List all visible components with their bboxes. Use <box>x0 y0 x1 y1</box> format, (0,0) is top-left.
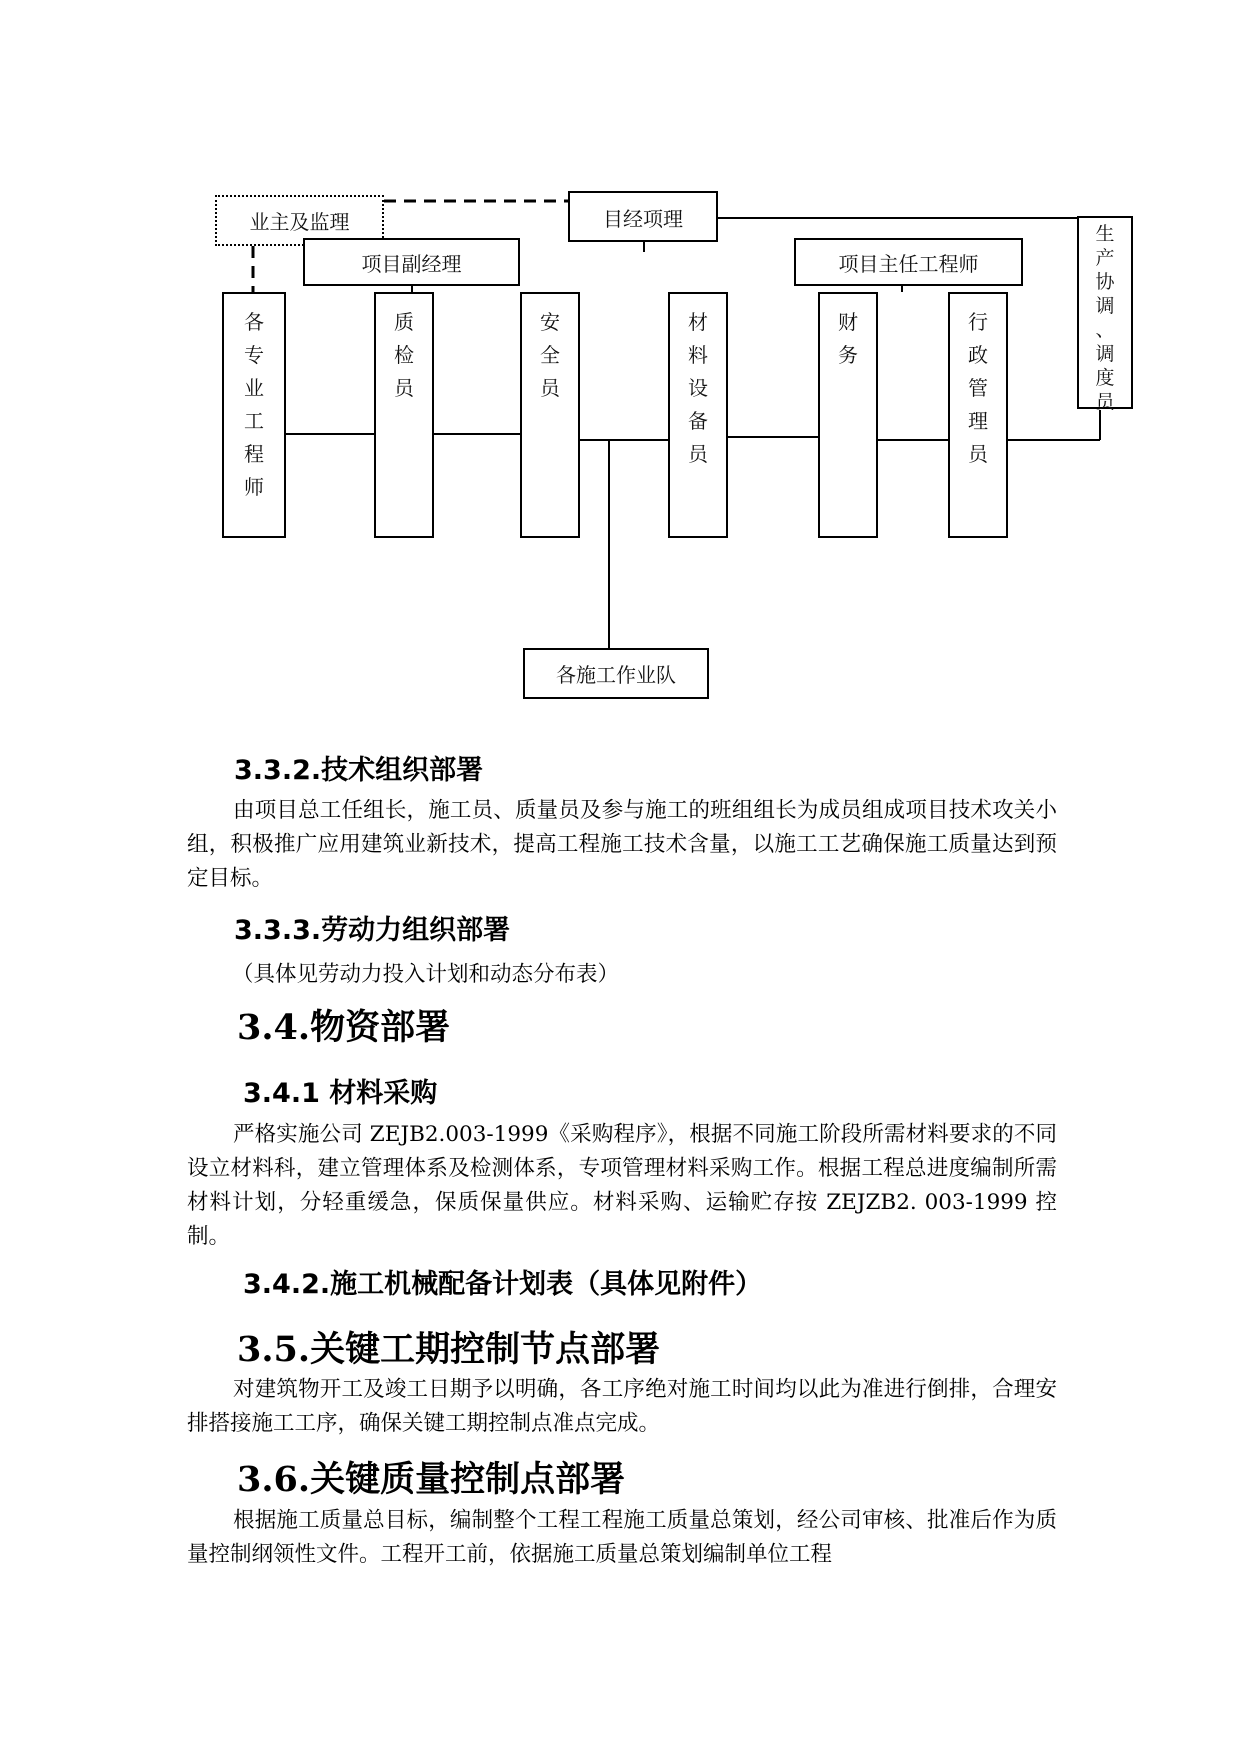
role-char: 员 <box>968 442 988 466</box>
heading-3-4-1: 3.4.1 材料采购 <box>243 1078 438 1109</box>
heading-3-6: 3.6.关键质量控制点部署 <box>237 1459 626 1500</box>
deputy-manager-label: 项目副经理 <box>361 251 462 276</box>
role-box-materials-officer <box>668 292 728 538</box>
role-char: 行 <box>968 310 988 334</box>
role-char: 各 <box>244 310 264 334</box>
role-box-admin <box>948 292 1008 538</box>
heading-3-4: 3.4.物资部署 <box>237 1007 451 1048</box>
coordinator-char: 协 <box>1095 271 1115 293</box>
paragraph-3-6: 根据施工质量总目标，编制整个工程工程施工质量总策划，经公司审核、批准后作为质量控制纲领性文件。工程开工前，依据施工质量总策划编制单位工程 <box>187 1508 1057 1567</box>
client-supervisor-label: 业主及监理 <box>249 210 350 234</box>
org-chart-connectors <box>0 0 1241 720</box>
work-teams-label: 各施工作业队 <box>556 663 676 687</box>
heading-3-5: 3.5.关键工期控制节点部署 <box>237 1329 661 1370</box>
heading-3-3-3: 3.3.3.劳动力组织部署 <box>234 915 511 946</box>
paragraph-3-4-1: 严格实施公司 ZEJB2.003-1999《采购程序》，根据不同施工阶段所需材料要求的不同设立材料科，建立管理体系及检测体系，专项管理材料采购工作。根据工程总进度编制所需材料计划，分轻重缓急，保质保量供应。材料采购、运输贮存按 ZEJZB2. 003-1999 控制。 <box>187 1122 1057 1249</box>
role-char: 备 <box>688 409 708 433</box>
coordinator-char: 产 <box>1095 247 1115 269</box>
role-char: 工 <box>244 409 264 433</box>
role-char: 员 <box>540 376 560 400</box>
coordinator-char: 调 <box>1095 343 1115 365</box>
role-char: 师 <box>244 475 264 499</box>
role-box-finance <box>818 292 878 538</box>
role-box-safety-officer <box>520 292 580 538</box>
coordinator-char: 生 <box>1095 223 1115 245</box>
work-teams-box <box>523 648 709 699</box>
project-manager-label: 目经项理 <box>603 207 683 231</box>
role-char: 理 <box>968 409 988 433</box>
role-char: 安 <box>540 310 560 334</box>
role-char: 管 <box>968 376 988 400</box>
role-char: 财 <box>838 310 858 334</box>
deputy-manager-box <box>303 238 520 286</box>
coordinator-char: 度 <box>1095 367 1115 389</box>
heading-3-3-2: 3.3.2.技术组织部署 <box>234 755 484 786</box>
coordinator-char: 、 <box>1095 319 1115 341</box>
chief-engineer-box <box>794 238 1023 286</box>
role-box-engineers <box>222 292 286 538</box>
role-char: 材 <box>688 310 708 334</box>
coordinator-char: 调 <box>1095 295 1115 317</box>
role-char: 全 <box>540 343 560 367</box>
role-char: 检 <box>394 343 414 367</box>
role-char: 员 <box>688 442 708 466</box>
role-char: 设 <box>688 376 708 400</box>
role-char: 质 <box>394 310 414 334</box>
paragraph-3-3-2: 由项目总工任组长，施工员、质量员及参与施工的班组组长为成员组成项目技术攻关小组，积极推广应用建筑业新技术，提高工程施工技术含量，以施工工艺确保施工质量达到预定目标。 <box>187 798 1057 891</box>
role-char: 员 <box>394 376 414 400</box>
role-box-quality-inspector <box>374 292 434 538</box>
role-char: 业 <box>244 376 264 400</box>
note-3-3-3: （具体见劳动力投入计划和动态分布表） <box>232 962 620 987</box>
chief-engineer-label: 项目主任工程师 <box>838 251 979 276</box>
role-char: 政 <box>968 343 988 367</box>
coordinator-char: 员 <box>1095 391 1115 413</box>
role-char: 务 <box>838 343 858 367</box>
role-char: 程 <box>244 442 264 466</box>
coordinator-box <box>1077 216 1133 413</box>
org-chart <box>0 0 1241 720</box>
project-manager-box <box>568 191 718 242</box>
role-char: 专 <box>244 343 264 367</box>
paragraph-3-5: 对建筑物开工及竣工日期予以明确，各工序绝对施工时间均以此为准进行倒排，合理安排搭接施工工序，确保关键工期控制点准点完成。 <box>187 1377 1057 1436</box>
heading-3-4-2: 3.4.2.施工机械配备计划表（具体见附件） <box>243 1269 763 1300</box>
role-char: 料 <box>688 343 708 367</box>
